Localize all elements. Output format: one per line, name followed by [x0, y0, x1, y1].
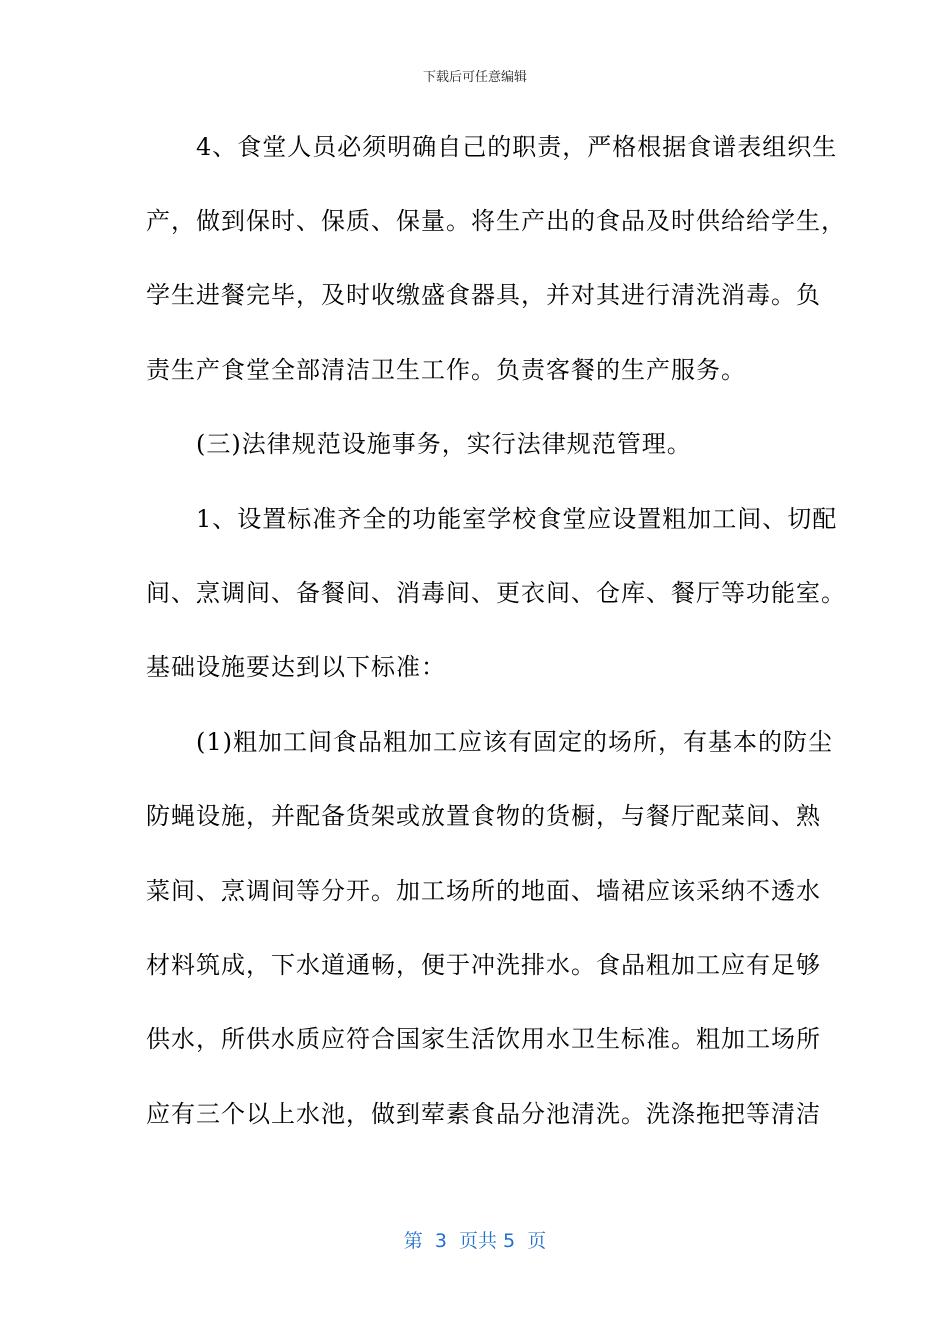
body-line: 责生产食堂全部清洁卫生工作。负责客餐的生产服务。 [146, 356, 746, 384]
body-line: 应有三个以上水池，做到荤素食品分池清洗。洗涤拖把等清洁 [146, 1100, 821, 1128]
body-line: 4、食堂人员必须明确自己的职责，严格根据食谱表组织生 [146, 133, 838, 161]
page-header-note: 下载后可任意编辑 [422, 70, 527, 85]
body-line: 材料筑成，下水道通畅，便于冲洗排水。食品粗加工应有足够 [146, 951, 821, 979]
section-heading: (三)法律规范设施事务，实行法律规范管理。 [146, 430, 692, 458]
body-line: 学生进餐完毕，及时收缴盛食器具，并对其进行清洗消毒。负 [146, 281, 821, 309]
body-line: 防蝇设施，并配备货架或放置食物的货橱，与餐厅配菜间、熟 [146, 802, 821, 830]
body-line: 产，做到保时、保质、保量。将生产出的食品及时供给给学生， [146, 207, 846, 235]
body-line: 菜间、烹调间等分开。加工场所的地面、墙裙应该采纳不透水 [146, 877, 821, 905]
page-number-footer: 第 3 页共 5 页 [403, 1230, 547, 1252]
body-line: 1、设置标准齐全的功能室学校食堂应设置粗加工间、切配 [146, 505, 838, 533]
body-line: 供水，所供水质应符合国家生活饮用水卫生标准。粗加工场所 [146, 1025, 821, 1053]
body-line: (1)粗加工间食品粗加工应该有固定的场所，有基本的防尘 [146, 728, 833, 756]
body-line: 间、烹调间、备餐间、消毒间、更衣间、仓库、餐厅等功能室。 [146, 579, 846, 607]
body-line: 基础设施要达到以下标准： [146, 653, 446, 681]
